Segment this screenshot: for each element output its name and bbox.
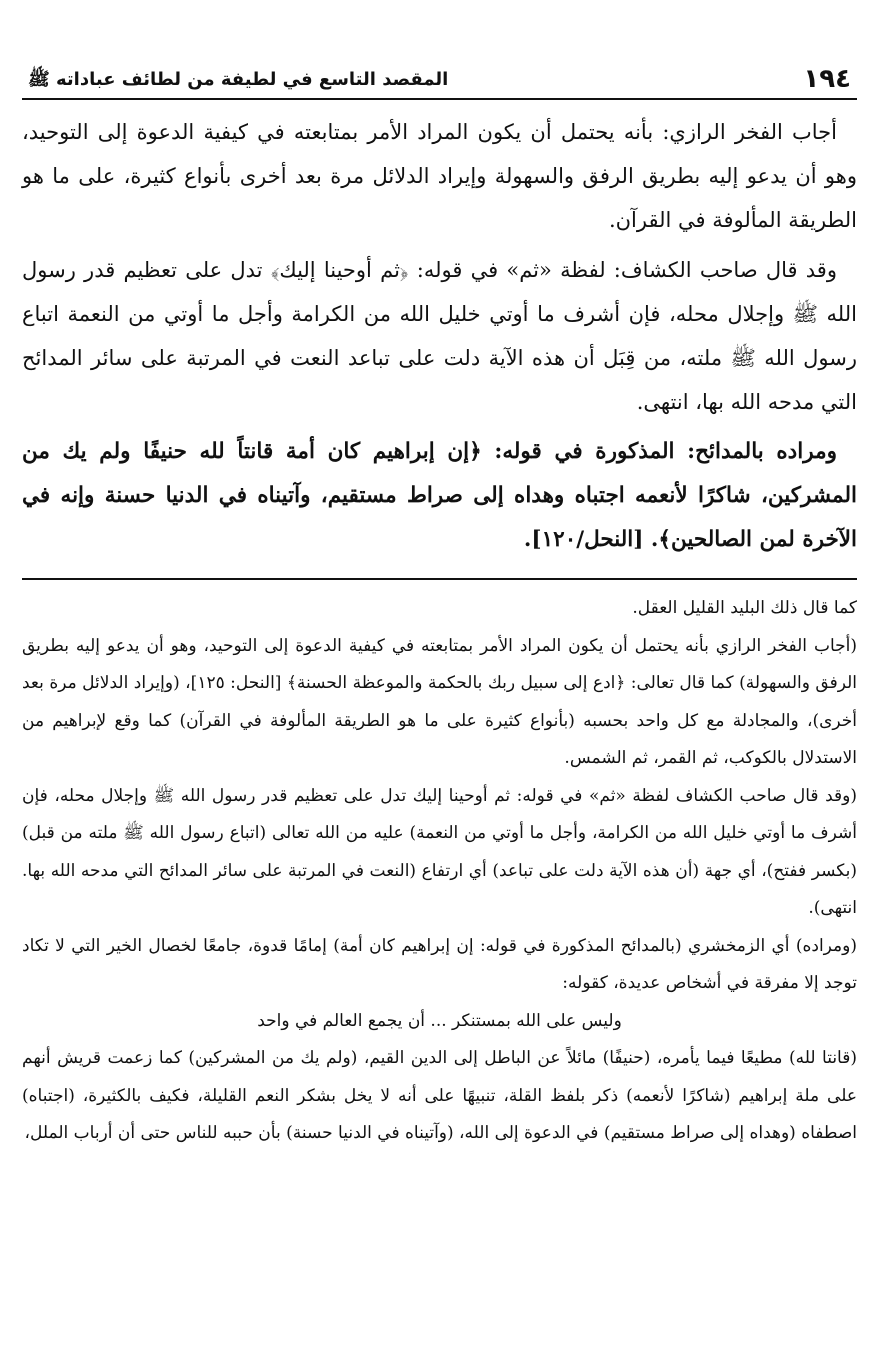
commentary-paragraph: كما قال ذلك البليد القليل العقل. (632, 598, 857, 618)
main-paragraph: وقد قال صاحب الكشاف: لفظة «ثم» في قوله: ﴿ثم أوحينا إليك﴾ تدل على تعظيم قدر رسول الله ﷺ وإجلال محله، فإن أشرف ما أوتي خليل الله من الكرامة وأجل ما أوتي من النعمة اتباع رسول الله ﷺ ملته، من قِبَل أن هذه الآية دلت على تباعد النعت في المرتبة على سائر المدائح التي مدحه الله بها، انتهى. (22, 258, 857, 414)
page-header (22, 46, 857, 100)
page-number: ١٩٤ (803, 64, 851, 94)
commentary (22, 590, 857, 1153)
poem-verse: وليس على الله بمستنكر ... أن يجمع العالم في واحد (257, 1010, 622, 1031)
commentary-paragraph: (ومراده) أي الزمخشري (بالمدائح المذكورة في قوله: إن إبراهيم كان أمة) إمامًا قدوة، جامعًا لخصال الخير التي لا تكاد توجد إلا مفرقة في أشخاص عديدة، كقوله: (22, 935, 857, 993)
book-page (22, 46, 857, 1153)
commentary-paragraph: (قانتا لله) مطيعًا فيما يأمره، (حنيفًا) مائلاً عن الباطل إلى الدين القيم، (ولم يك من المشركين) كما زعمت قريش أنهم على ملة إبراهيم (شاكرًا لأنعمه) ذكر بلفظ القلة، تنبيهًا على أنه لا يخل بشكر النعم القليلة، فكيف بالكثيرة، (اجتباه) اصطفاه (وهداه إلى صراط مستقيم) في الدعوة إلى الله، (وآتيناه في الدنيا حسنة) بأن حببه للناس حتى أن أرباب الملل، (22, 1048, 857, 1143)
main-paragraph: أجاب الفخر الرازي: بأنه يحتمل أن يكون المراد الأمر بمتابعته في كيفية الدعوة إلى التوحيد، وهو أن يدعو إليه بطريق الرفق والسهولة وإيراد الدلائل مرة بعد أخرى بأنواع كثيرة، على ما هو الطريقة المألوفة في القرآن. (22, 120, 857, 232)
commentary-paragraph: (أجاب الفخر الرازي بأنه يحتمل أن يكون المراد الأمر بمتابعته في كيفية الدعوة إلى التوحيد، وهو أن يدعو إليه بطريق الرفق والسهولة) كما قال تعالى: ﴿ادع إلى سبيل ربك بالحكمة والموعظة الحسنة﴾ [النحل: ١٢٥]، (وإيراد الدلائل مرة بعد أخرى)، والمجادلة مع كل واحد بحسبه (بأنواع كثيرة على ما هو الطريقة المألوفة في القرآن) كما وقع لإبراهيم من الاستدلال بالكوكب، ثم القمر، ثم الشمس. (22, 635, 857, 768)
main-paragraph-verse: ومراده بالمدائح: المذكورة في قوله: ﴿إن إبراهيم كان أمة قانتاً لله حنيفًا ولم يك من المشركين، شاكرًا لأنعمه اجتباه وهداه إلى صراط مستقيم، وآتيناه في الدنيا حسنة وإنه في الآخرة لمن الصالحين﴾. [النحل/١٢٠]. (22, 439, 857, 552)
section-divider (22, 578, 857, 580)
commentary-paragraph: (وقد قال صاحب الكشاف لفظة «ثم» في قوله: ثم أوحينا إليك تدل على تعظيم قدر رسول الله ﷺ وإجلال محله، فإن أشرف ما أوتي خليل الله من الكرامة، وأجل ما أوتي من النعمة) عليه من الله تعالى (اتباع رسول الله ﷺ ملته من قبل) (بكسر ففتح)، أي جهة (أن هذه الآية دلت على تباعد) أي ارتفاع (النعت في المرتبة على سائر المدائح التي مدحه الله بها. انتهى). (22, 785, 857, 918)
main-text (22, 100, 857, 576)
running-title: المقصد التاسع في لطيفة من لطائف عباداته ﷺ (28, 69, 449, 90)
